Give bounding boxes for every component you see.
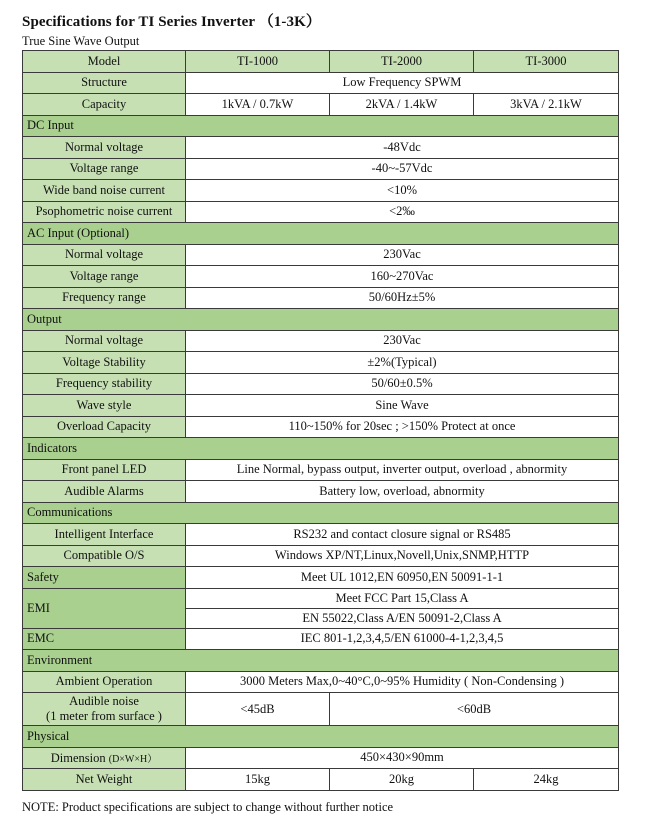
row-label: Capacity [23, 94, 186, 116]
row-label: Front panel LED [23, 459, 186, 481]
row-value: RS232 and contact closure signal or RS485 [186, 524, 619, 546]
weight-ti-2000: 20kg [330, 769, 474, 791]
row-value: Windows XP/NT,Linux,Novell,Unix,SNMP,HTTP [186, 545, 619, 567]
row-value: 110~150% for 20sec ; >150% Protect at once [186, 416, 619, 438]
row-label: Wave style [23, 395, 186, 417]
row-label: Normal voltage [23, 137, 186, 159]
model-ti-1000: TI-1000 [186, 51, 330, 73]
footnote: NOTE: Product specifications are subject to change without further notice [22, 800, 394, 814]
row-value: 450×430×90mm [186, 747, 619, 769]
row-value: Meet FCC Part 15,Class A [186, 588, 619, 608]
weight-ti-3000: 24kg [474, 769, 619, 791]
row-value: Low Frequency SPWM [186, 72, 619, 94]
row-label [23, 693, 186, 726]
row-value: Sine Wave [186, 395, 619, 417]
row-value: IEC 801-1,2,3,4,5/EN 61000-4-1,2,3,4,5 [186, 628, 619, 650]
section-communications [23, 502, 619, 524]
section-title: Physical [23, 726, 619, 748]
capacity-ti-2000: 2kVA / 1.4kW [330, 94, 474, 116]
table-row [23, 545, 619, 567]
table-row [23, 747, 619, 769]
noise-label-line-1: Audible noise [69, 694, 139, 708]
row-label: Normal voltage [23, 330, 186, 352]
capacity-ti-3000: 3kVA / 2.1kW [474, 94, 619, 116]
section-dc-input [23, 115, 619, 137]
emi-row [23, 588, 619, 608]
row-value: 3000 Meters Max,0~40°C,0~95% Humidity ( Non-Condensing ) [186, 671, 619, 693]
row-value: 160~270Vac [186, 266, 619, 288]
capacity-ti-1000: 1kVA / 0.7kW [186, 94, 330, 116]
table-row [23, 524, 619, 546]
page-title: Specifications for TI Series Inverter （1-3K） [22, 14, 321, 30]
noise-ti-1000: <45dB [186, 693, 330, 726]
section-indicators [23, 438, 619, 460]
row-label: Psophometric noise current [23, 201, 186, 223]
row-label: Net Weight [23, 769, 186, 791]
row-value: -40~-57Vdc [186, 158, 619, 180]
row-label: Ambient Operation [23, 671, 186, 693]
row-label: Compatible O/S [23, 545, 186, 567]
row-label: Audible Alarms [23, 481, 186, 503]
section-physical [23, 726, 619, 748]
safety-row [23, 567, 619, 589]
section-title: EMI [23, 588, 186, 628]
section-title: Environment [23, 650, 619, 672]
model-header: Model [23, 51, 186, 73]
section-environment [23, 650, 619, 672]
row-label: Structure [23, 72, 186, 94]
table-row [23, 481, 619, 503]
row-label [23, 747, 186, 769]
row-value: -48Vdc [186, 137, 619, 159]
table-row [23, 330, 619, 352]
section-title: Indicators [23, 438, 619, 460]
section-title: Output [23, 309, 619, 331]
table-row [23, 671, 619, 693]
table-row [23, 459, 619, 481]
row-label: Voltage range [23, 158, 186, 180]
model-ti-3000: TI-3000 [474, 51, 619, 73]
header-row [23, 51, 619, 73]
table-row [23, 158, 619, 180]
row-value: Battery low, overload, abnormity [186, 481, 619, 503]
table-row [23, 180, 619, 202]
row-label: Voltage Stability [23, 352, 186, 374]
row-value: 50/60±0.5% [186, 373, 619, 395]
dimension-unit: (D×W×H） [108, 753, 158, 765]
row-label: Overload Capacity [23, 416, 186, 438]
row-value: 230Vac [186, 244, 619, 266]
row-label: Normal voltage [23, 244, 186, 266]
table-row [23, 769, 619, 791]
row-value: EN 55022,Class A/EN 50091-2,Class A [186, 608, 619, 628]
weight-ti-1000: 15kg [186, 769, 330, 791]
row-label: Frequency stability [23, 373, 186, 395]
table-row [23, 373, 619, 395]
row-value: Meet UL 1012,EN 60950,EN 50091-1-1 [186, 567, 619, 589]
table-row [23, 395, 619, 417]
row-value: <2‰ [186, 201, 619, 223]
table-row [23, 416, 619, 438]
structure-row [23, 72, 619, 94]
row-value: Line Normal, bypass output, inverter output, overload , abnormity [186, 459, 619, 481]
row-value: ±2%(Typical) [186, 352, 619, 374]
spec-table [22, 50, 619, 791]
table-row [23, 137, 619, 159]
table-row [23, 693, 619, 726]
section-title: AC Input (Optional) [23, 223, 619, 245]
table-row [23, 287, 619, 309]
section-title: EMC [23, 628, 186, 650]
table-row [23, 266, 619, 288]
section-ac-input [23, 223, 619, 245]
noise-label-line-2: (1 meter from surface ) [46, 709, 162, 723]
noise-ti-2000-3000: <60dB [330, 693, 619, 726]
dimension-label: Dimension [50, 750, 106, 765]
table-row [23, 352, 619, 374]
row-label: Intelligent Interface [23, 524, 186, 546]
section-output [23, 309, 619, 331]
row-label: Frequency range [23, 287, 186, 309]
row-value: 230Vac [186, 330, 619, 352]
model-ti-2000: TI-2000 [330, 51, 474, 73]
emc-row [23, 628, 619, 650]
section-title: Communications [23, 502, 619, 524]
table-row [23, 244, 619, 266]
page-subtitle: True Sine Wave Output [22, 34, 140, 48]
capacity-row [23, 94, 619, 116]
row-label: Wide band noise current [23, 180, 186, 202]
section-title: DC Input [23, 115, 619, 137]
section-title: Safety [23, 567, 186, 589]
row-value: <10% [186, 180, 619, 202]
row-label: Voltage range [23, 266, 186, 288]
table-row [23, 201, 619, 223]
row-value: 50/60Hz±5% [186, 287, 619, 309]
